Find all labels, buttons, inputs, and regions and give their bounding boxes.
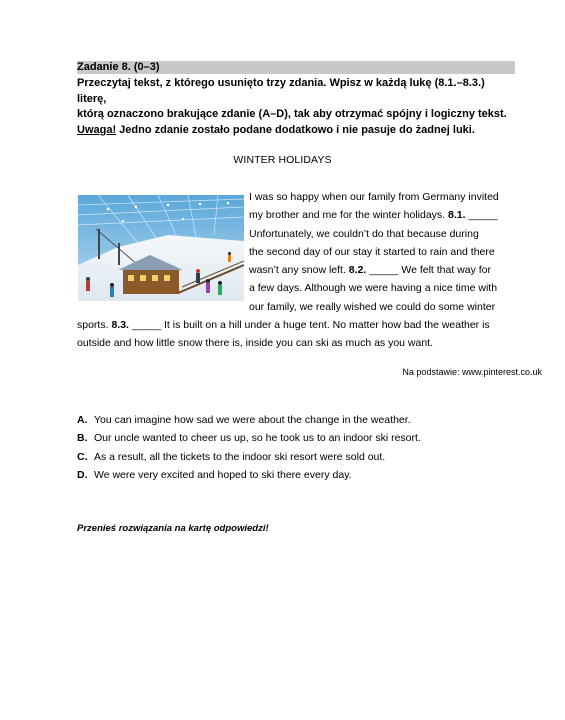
article-line-3: Unfortunately, we couldn’t do that because during (249, 227, 479, 240)
article-line-5: wasn’t any snow left. 8.2. _____ We felt that way for (249, 264, 492, 277)
task-instructions (77, 76, 517, 138)
article-line-2: my brother and me for the winter holidays. 8.1. _____ (249, 209, 498, 222)
instruction-line-2: którą oznaczono brakujące zdanie (A–D), tak aby otrzymać spójny i logiczny tekst. (77, 108, 507, 120)
task-header: Zadanie 8. (0–3) (77, 61, 160, 73)
article-line-7: our family, we really wished we could do some winter (249, 300, 496, 313)
option-a: A. You can imagine how sad we were about the change in the weather. (77, 414, 411, 426)
article-text (77, 188, 517, 353)
gap-8-1-blank: _____ (465, 209, 498, 222)
answer-options (77, 411, 517, 484)
article-line-1: I was so happy when our family from Germany invited (249, 191, 499, 203)
instruction-line-1: Przeczytaj tekst, z którego usunięto trzy zdania. Wpisz w każdą lukę (8.1.–8.3.) literę, (77, 77, 485, 105)
option-c: C. As a result, all the tickets to the indoor ski resort were sold out. (77, 450, 386, 463)
instruction-line-3 (77, 123, 517, 139)
gap-8-3-label: 8.3. (111, 319, 129, 332)
gap-8-2-label: 8.2. (348, 264, 367, 277)
article-title: WINTER HOLIDAYS (233, 154, 332, 166)
article-line-8: sports. 8.3. _____ It is built on a hill under a huge tent. No matter how bad the weather is (77, 319, 490, 332)
warning-text: Jedno zdanie zostało podane dodatkowo i nie pasuje do żadnej luki. (116, 123, 475, 136)
transfer-note: Przenieś rozwiązania na kartę odpowiedzi! (77, 523, 269, 534)
article-line-4: the second day of our stay it started to rain and there (249, 245, 495, 258)
article-line-6: a few days. Although we were having a nice time with (249, 282, 498, 295)
option-b: B. Our uncle wanted to cheer us up, so he took us to an indoor ski resort. (77, 432, 421, 445)
task-header-bar (77, 61, 515, 74)
warning-label: Uwaga! (77, 123, 117, 136)
option-d: D. We were very excited and hoped to ski there every day. (77, 468, 352, 481)
article-line-9: outside and how little snow there is, inside you can ski as much as you want. (77, 337, 434, 350)
source-note: Na podstawie: www.pinterest.co.uk (402, 367, 542, 377)
gap-8-1-label: 8.1. (448, 209, 466, 222)
